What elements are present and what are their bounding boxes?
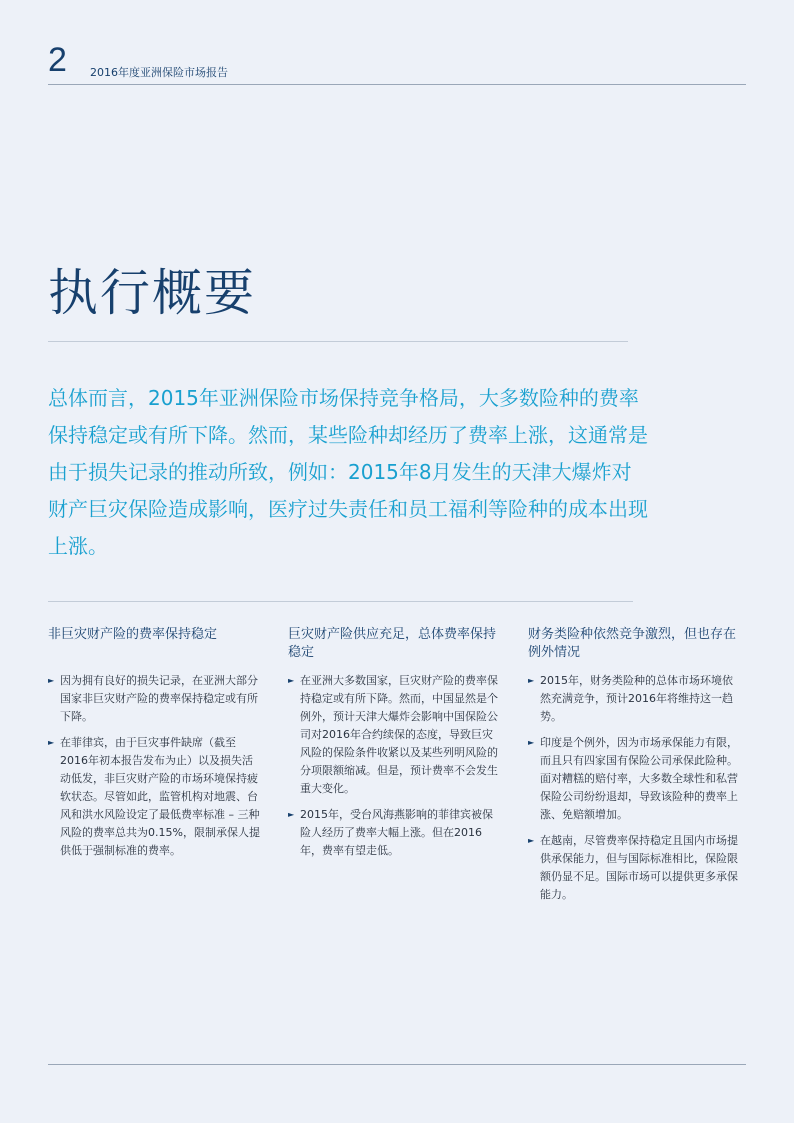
bullet-arrow-icon: ► xyxy=(528,738,535,747)
page-title: 执行概要 xyxy=(48,264,256,322)
bullet-list xyxy=(288,672,498,860)
list-item xyxy=(48,734,263,860)
bullet-arrow-icon: ► xyxy=(528,836,535,845)
page-number: 2 xyxy=(48,41,67,79)
list-item-text: 2015年，财务类险种的总体市场环境依然充满竞争，预计2016年将维持这一趋势。 xyxy=(540,674,733,723)
bullet-arrow-icon: ► xyxy=(48,738,55,747)
list-item-text: 因为拥有良好的损失记录，在亚洲大部分国家非巨灾财产险的费率保持稳定或有所下降。 xyxy=(60,674,258,723)
footer-divider xyxy=(48,1064,746,1065)
bullet-arrow-icon: ► xyxy=(288,676,295,685)
list-item xyxy=(528,734,743,824)
bullet-list xyxy=(528,672,743,904)
list-item-text: 2015年，受台风海燕影响的菲律宾被保险人经历了费率大幅上涨。但在2016年，费率有望走低。 xyxy=(300,808,493,857)
bullet-list xyxy=(48,672,263,860)
list-item xyxy=(528,672,743,726)
column-cat-property xyxy=(288,626,498,868)
list-item-text: 印度是个例外，因为市场承保能力有限，而且只有四家国有保险公司承保此险种。面对糟糕的赔付率，大多数全球性和私营保险公司纷纷退却，导致该险种的费率上涨、免赔额增加。 xyxy=(540,736,738,821)
lead-paragraph: 总体而言，2015年亚洲保险市场保持竞争格局，大多数险种的费率保持稳定或有所下降。然而，某些险种却经历了费率上涨，这通常是由于损失记录的推动所致，例如：2015年8月发生的天津大爆炸对财产巨灾保险造成影响，医疗过失责任和员工福利等险种的成本出现上涨。 xyxy=(48,386,648,558)
list-item xyxy=(288,806,498,860)
column-heading: 财务类险种依然竞争激烈，但也存在例外情况 xyxy=(528,627,737,660)
column-financial-lines xyxy=(528,626,743,912)
title-divider xyxy=(48,341,628,342)
column-heading: 非巨灾财产险的费率保持稳定 xyxy=(48,627,218,642)
lead-divider xyxy=(48,601,633,602)
list-item-text: 在菲律宾，由于巨灾事件缺席（截至2016年初本报告发布为止）以及损失活动低发，非巨灾财产险的市场环境保持疲软状态。尽管如此，监管机构对地震、台风和洪水风险设定了最低费率标准 – 三种风险的费率总共为0.15%，限制承保人提供低于强制标准的费率。 xyxy=(60,736,260,857)
list-item-text: 在亚洲大多数国家，巨灾财产险的费率保持稳定或有所下降。然而，中国显然是个例外，预计天津大爆炸会影响中国保险公司对2016年合约续保的态度，导致巨灾风险的保险条件收紧以及某些列明风险的分项限额缩减。但是，预计费率不会发生重大变化。 xyxy=(300,674,498,795)
list-item xyxy=(288,672,498,798)
header-divider xyxy=(48,84,746,85)
list-item-text: 在越南，尽管费率保持稳定且国内市场提供承保能力，但与国际标准相比，保险限额仍显不足。国际市场可以提供更多承保能力。 xyxy=(540,834,738,901)
list-item xyxy=(528,832,743,904)
bullet-arrow-icon: ► xyxy=(48,676,55,685)
column-noncat-property xyxy=(48,626,263,868)
running-title: 2016年度亚洲保险市场报告 xyxy=(90,66,228,79)
list-item xyxy=(48,672,263,726)
bullet-arrow-icon: ► xyxy=(288,810,295,819)
column-heading: 巨灾财产险供应充足，总体费率保持稳定 xyxy=(288,627,497,660)
bullet-arrow-icon: ► xyxy=(528,676,535,685)
